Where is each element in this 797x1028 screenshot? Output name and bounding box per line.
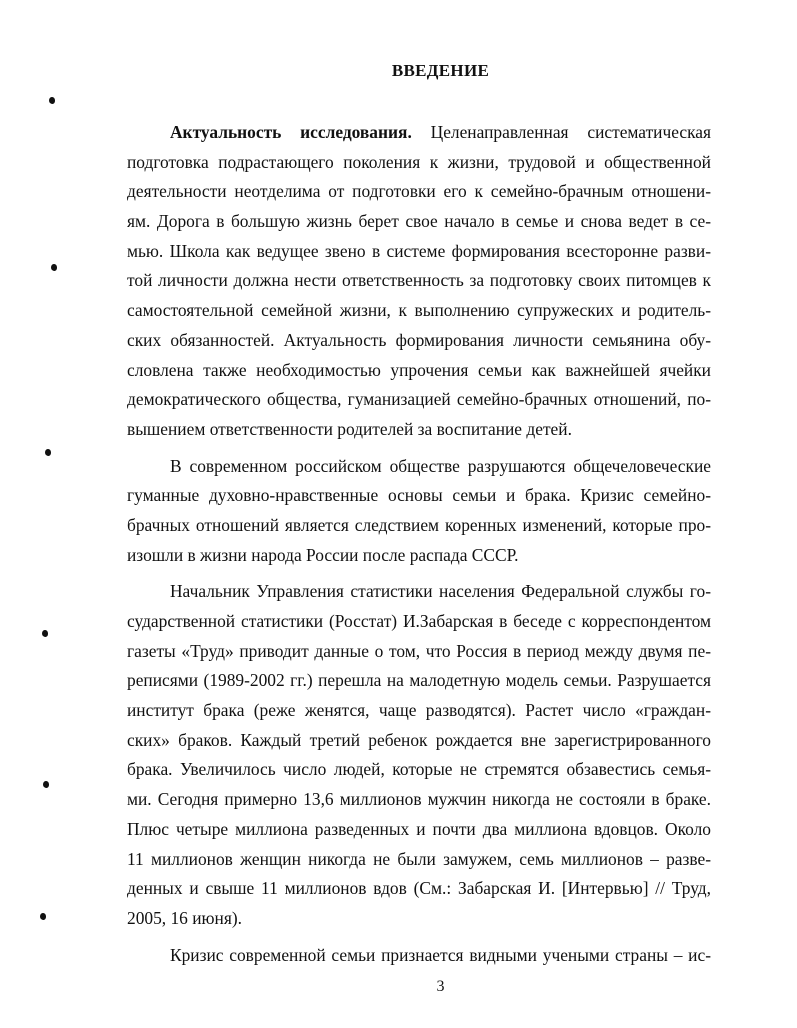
paragraph-gap — [127, 570, 711, 577]
binding-mark — [40, 913, 46, 920]
text-line: газеты «Труд» приводит данные о том, что Россия в период между двумя пе- — [127, 640, 711, 661]
binding-mark — [42, 630, 48, 637]
text-line: денных и свыше 11 миллионов вдов (См.: Забарская И. [Интервью] // Труд, — [127, 878, 711, 899]
text-line: 11 миллионов женщин никогда не были замужем, семь миллионов – разве- — [127, 848, 711, 869]
text-line-rest: Целенаправленная систематическая — [411, 122, 712, 142]
text-line: той личности должна нести ответственность за подготовку своих питомцев к — [127, 270, 711, 291]
text-line: ских» браков. Каждый третий ребенок рождается вне зарегистрированного — [127, 729, 711, 750]
paragraph-crisis — [127, 452, 711, 571]
binding-mark — [51, 264, 57, 271]
binding-mark — [49, 97, 55, 104]
text-line: демократического общества, гуманизацией семейно-брачных отношений, по- — [127, 389, 711, 410]
text-line: словлена также необходимостью упрочения семьи как важнейшей ячейки — [127, 359, 711, 380]
text-line: В современном российском обществе разрушаются общечеловеческие — [170, 455, 711, 476]
page-title: ВВЕДЕНИЕ — [391, 61, 490, 80]
text-line: ми. Сегодня примерно 13,6 миллионов мужчин никогда не состояли в браке. — [127, 789, 711, 810]
text-line: вышением ответственности родителей за воспитание детей. — [127, 418, 572, 439]
paragraph-modern-family — [127, 941, 711, 971]
page-number: 3 — [436, 978, 445, 995]
text-line: мью. Школа как ведущее звено в системе формирования всесторонне разви- — [127, 240, 711, 261]
body-text — [127, 118, 711, 970]
text-line: ям. Дорога в большую жизнь берет свое начало в семье и снова ведет в се- — [127, 211, 711, 232]
text-line: реписями (1989-2002 гг.) перешла на малодетную модель семьи. Разрушается — [127, 670, 711, 691]
text-line: брака. Увеличилось число людей, которые не стремятся обзавестись семья- — [127, 759, 711, 780]
text-line: Начальник Управления статистики населения Федеральной службы го- — [170, 581, 711, 602]
binding-mark — [43, 781, 49, 788]
text-line: гуманные духовно-нравственные основы семьи и брака. Кризис семейно- — [127, 485, 711, 506]
paragraph-statistics — [127, 577, 711, 933]
binding-mark — [45, 449, 51, 456]
paragraph-relevance — [127, 118, 711, 445]
text-line: изошли в жизни народа России после распада СССР. — [127, 544, 519, 565]
text-line: самостоятельной семейной жизни, к выполнению супружеских и родитель- — [127, 300, 711, 321]
text-line: деятельности неотделима от подготовки его к семейно-брачным отношени- — [127, 181, 711, 202]
text-line: Кризис современной семьи признается видными учеными страны – ис- — [170, 944, 711, 965]
text-line: подготовка подрастающего поколения к жизни, трудовой и общественной — [127, 151, 711, 172]
paragraph-lead: Актуальность исследования. — [170, 122, 412, 142]
text-line: ских обязанностей. Актуальность формирования личности семьянина обу- — [127, 329, 711, 350]
text-line — [127, 118, 711, 148]
paragraph-gap — [127, 934, 711, 941]
text-line: брачных отношений является следствием коренных изменений, которые про- — [127, 514, 711, 535]
text-line: сударственной статистики (Росстат) И.Забарская в беседе с корреспондентом — [127, 611, 711, 631]
text-line: институт брака (реже женятся, чаще разводятся). Растет число «граждан- — [127, 700, 711, 721]
text-line: Плюс четыре миллиона разведенных и почти два миллиона вдовцов. Около — [127, 818, 711, 839]
paragraph-gap — [127, 445, 711, 452]
text-line: 2005, 16 июня). — [127, 907, 242, 928]
